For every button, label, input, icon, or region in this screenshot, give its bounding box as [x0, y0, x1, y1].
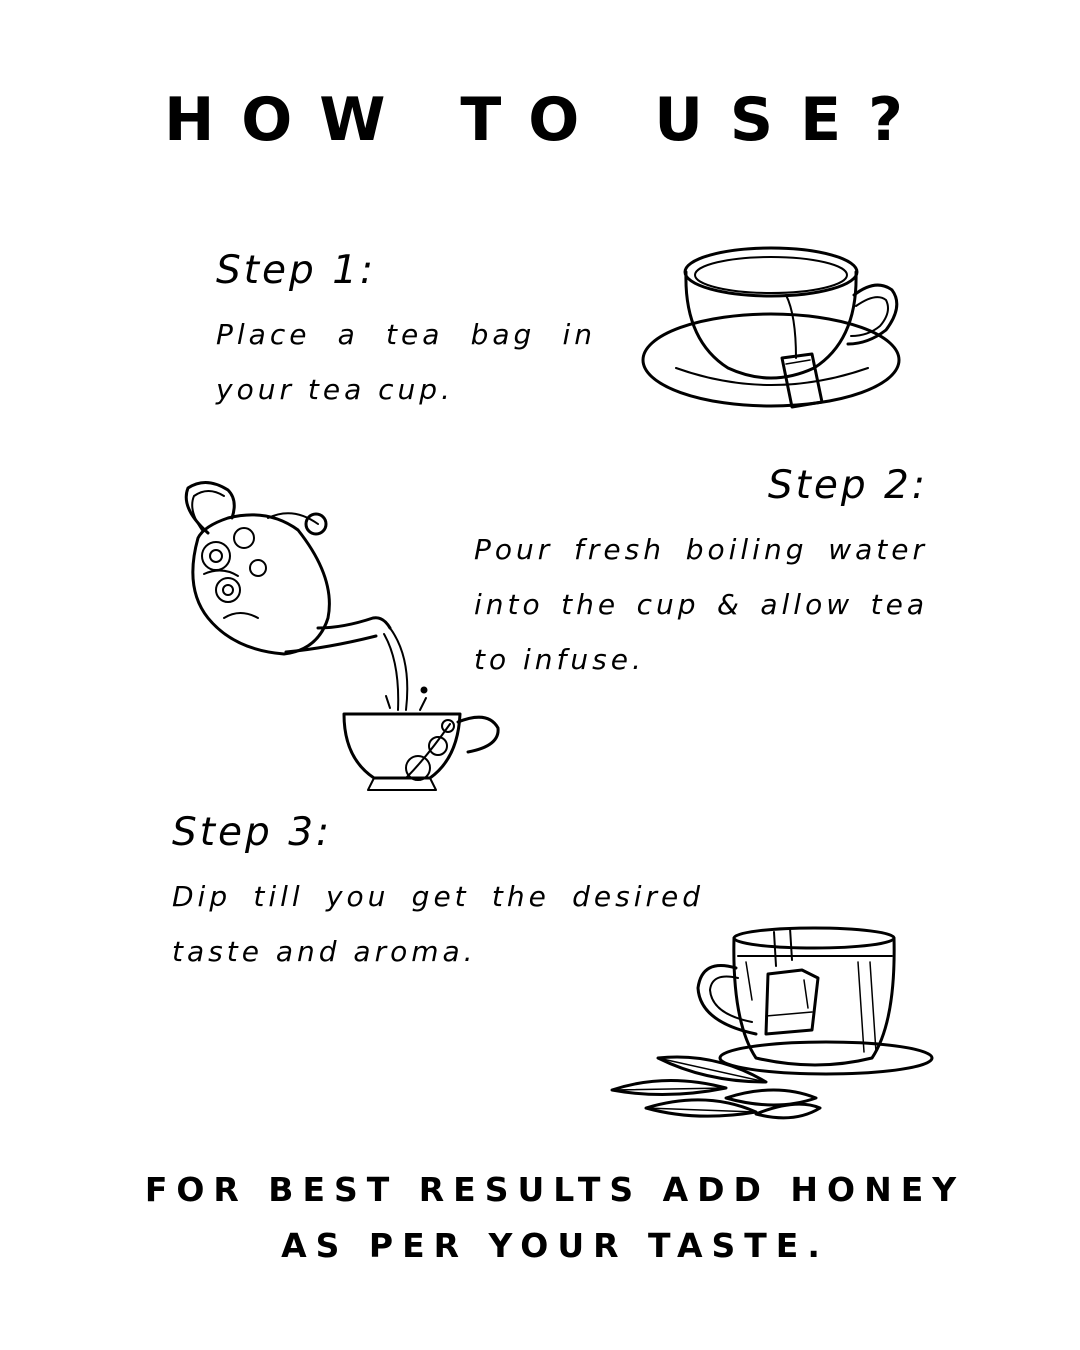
step-2-title: Step 2:: [767, 463, 928, 508]
teacup-with-teabag-icon: [636, 240, 906, 415]
page-title: HOW TO USE?: [164, 85, 930, 155]
step-1-text: Place a tea bag in your tea cup.: [216, 318, 596, 406]
footer-line-1: FOR BEST RESULTS ADD HONEY: [144, 1170, 966, 1209]
teapot-pouring-icon: [168, 478, 508, 798]
footer-note: [0, 1162, 1080, 1274]
step-3-text: Dip till you get the desired taste and aroma.: [172, 880, 704, 968]
step-3-title: Step 3:: [172, 810, 333, 855]
footer-line-2: AS PER YOUR TASTE.: [281, 1226, 829, 1265]
step-1-title: Step 1:: [216, 248, 377, 293]
step-2-text: Pour fresh boiling water into the cup & allow tea to infuse.: [474, 533, 928, 676]
glass-cup-with-leaves-icon: [606, 922, 940, 1126]
